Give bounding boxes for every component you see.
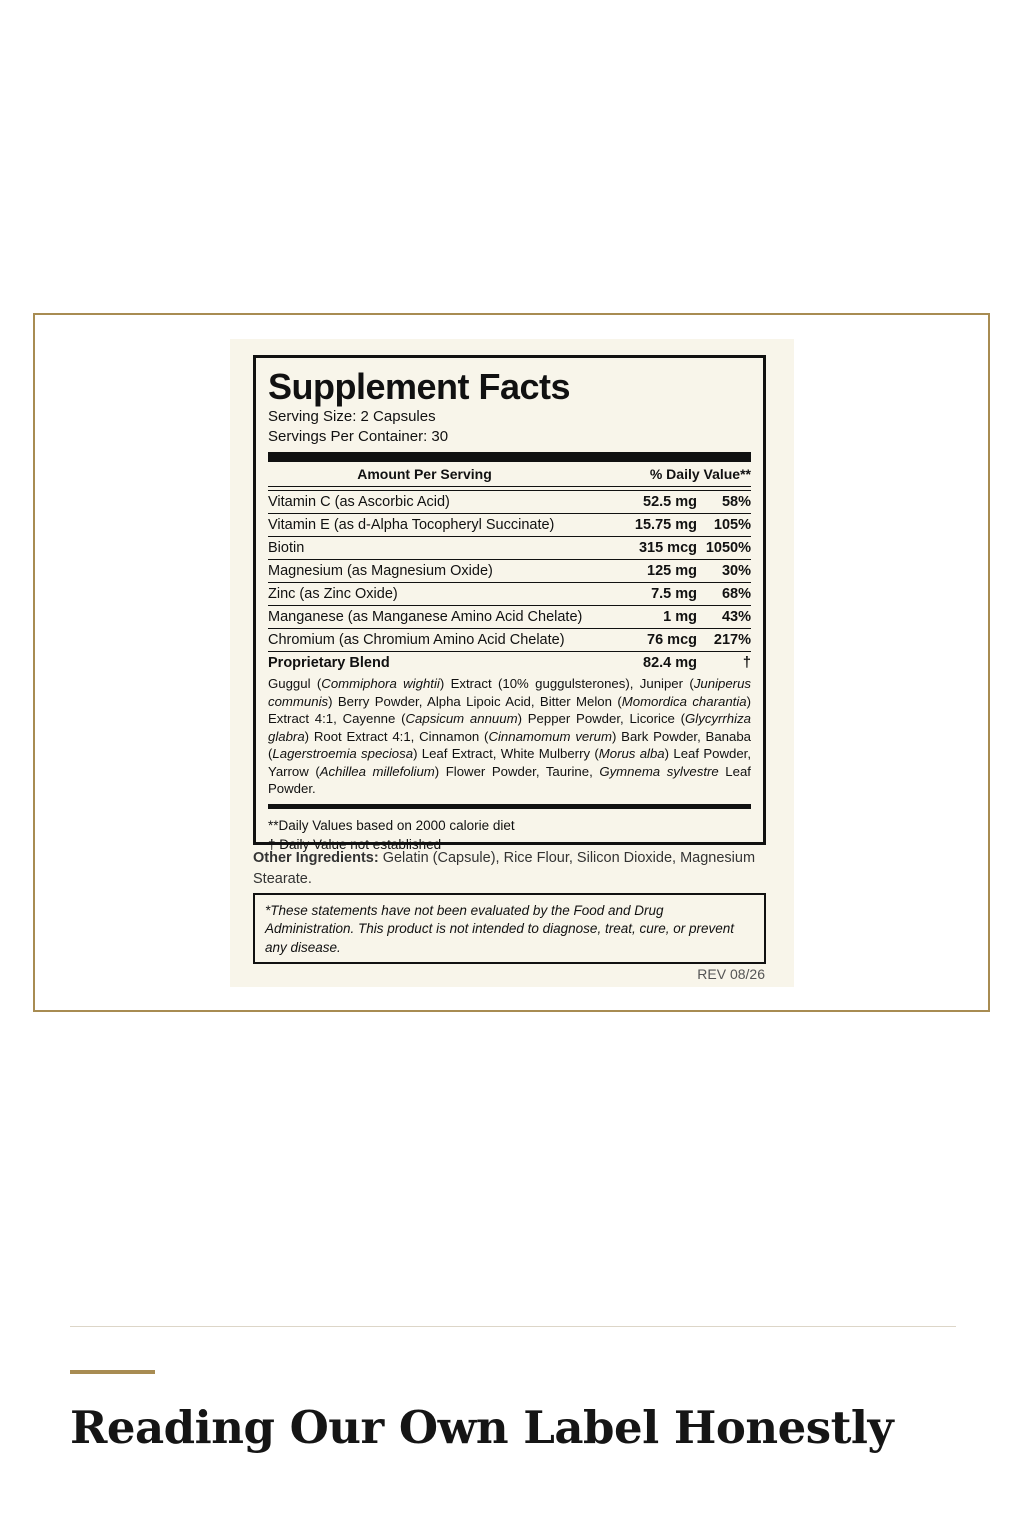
blend-text-segment: ) Flower Powder, Taurine, — [434, 763, 600, 779]
nutrient-amount: 76 mcg — [647, 632, 697, 648]
botanical-name: Glycyrrhiza glabra — [268, 711, 751, 744]
section-divider — [70, 1326, 956, 1327]
blend-text-segment: ) Leaf Extract, White Mulberry ( — [413, 746, 599, 761]
nutrient-daily-value: 43% — [721, 609, 751, 625]
headline-accent-bar — [70, 1370, 155, 1374]
blend-ingredients — [268, 675, 751, 798]
nutrient-name: Zinc (as Zinc Oxide) — [268, 586, 398, 602]
botanical-name: Morus alba — [598, 746, 665, 761]
nutrient-name: Manganese (as Manganese Amino Acid Chelate) — [268, 609, 583, 625]
botanical-name: Achillea millefolium — [319, 763, 435, 779]
nutrient-amount: 125 mg — [647, 563, 697, 579]
blend-text-segment: ) Pepper Powder, Licorice ( — [517, 711, 686, 726]
botanical-name: Gymnema sylvestre — [599, 763, 719, 779]
facts-title: Supplement Facts — [268, 366, 571, 407]
blend-text-segment: ) Root Extract 4:1, Cinnamon ( — [304, 728, 489, 744]
table-header — [268, 462, 751, 487]
nutrient-daily-value: 217% — [713, 632, 751, 648]
nutrient-row — [268, 514, 751, 537]
botanical-name: Lagerstroemia speciosa — [272, 746, 414, 761]
blend-text-segment: Leaf Powder. — [268, 763, 751, 796]
botanical-name: Cinnamomum verum — [488, 728, 612, 744]
nutrient-daily-value: 30% — [721, 563, 751, 579]
nutrient-row — [268, 606, 751, 629]
servings-per-container: Servings Per Container: 30 — [268, 428, 449, 445]
nutrient-amount: 315 mcg — [638, 540, 697, 556]
nutrient-name: Biotin — [268, 540, 305, 556]
botanical-name: Juniperus communis — [268, 676, 751, 709]
nutrient-name: Chromium (as Chromium Amino Acid Chelate) — [268, 632, 565, 648]
header-amount: Amount Per Serving — [357, 466, 492, 482]
other-ingredients — [253, 848, 763, 890]
nutrient-name: Vitamin E (as d-Alpha Tocopheryl Succinate) — [268, 517, 555, 533]
other-ingredients-label: Other Ingredients: — [253, 850, 379, 866]
nutrient-amount: 7.5 mg — [651, 586, 697, 602]
nutrient-row — [268, 583, 751, 606]
botanical-name: Momordica charantia — [621, 693, 747, 709]
header-daily-value: % Daily Value** — [649, 466, 751, 482]
nutrient-daily-value: 1050% — [705, 540, 751, 556]
nutrient-row — [268, 560, 751, 583]
nutrient-daily-value: 105% — [713, 517, 751, 533]
blend-amount: 82.4 mg — [643, 655, 697, 671]
other-ingredients-text: Gelatin (Capsule), Rice Flour, Silicon Dioxide, Magnesium Stearate. — [253, 850, 756, 887]
nutrient-row — [268, 629, 751, 652]
serving-size: Serving Size: 2 Capsules — [268, 408, 436, 425]
botanical-name: Commiphora wightii — [321, 676, 440, 691]
nutrient-row — [268, 490, 751, 514]
blend-text-segment: ) Bark Powder, Banaba ( — [268, 728, 752, 761]
medium-divider — [268, 804, 751, 809]
nutrient-row — [268, 537, 751, 560]
proprietary-blend-row — [268, 652, 751, 674]
revision-code: REV 08/26 — [697, 966, 765, 982]
blend-text-segment: ) Extract 4:1, Cayenne ( — [268, 693, 751, 726]
blend-text-segment: ) Extract (10% guggulsterones), Juniper ( — [439, 676, 694, 691]
blend-text-segment: ) Berry Powder, Alpha Lipoic Acid, Bitter Melon ( — [328, 693, 622, 709]
nutrient-amount: 52.5 mg — [643, 494, 697, 510]
blend-daily-value: † — [742, 655, 751, 671]
nutrient-daily-value: 68% — [721, 586, 751, 602]
nutrient-rows — [268, 490, 751, 674]
supplement-facts-panel — [253, 355, 766, 852]
nutrient-daily-value: 58% — [721, 494, 751, 510]
nutrient-amount: 15.75 mg — [634, 517, 697, 533]
nutrient-name: Magnesium (as Magnesium Oxide) — [268, 563, 493, 579]
thick-divider — [268, 452, 751, 462]
fda-disclaimer: *These statements have not been evaluated by the Food and Drug Administration. This product is not intended to diagnose, treat, cure, or prevent any disease. — [253, 893, 766, 964]
blend-text-segment: ) Leaf Powder, Yarrow ( — [268, 746, 751, 779]
nutrient-name: Vitamin C (as Ascorbic Acid) — [268, 494, 450, 510]
article-headline: Reading Our Own Label Honestly — [70, 1401, 894, 1454]
blend-name: Proprietary Blend — [268, 655, 390, 671]
nutrient-amount: 1 mg — [663, 609, 697, 625]
footnote-daily-values: **Daily Values based on 2000 calorie diet — [268, 817, 515, 833]
blend-text-segment: Guggul ( — [268, 676, 322, 691]
botanical-name: Capsicum annuum — [405, 711, 518, 726]
footnote-dagger: † Daily Value not established — [268, 837, 442, 852]
